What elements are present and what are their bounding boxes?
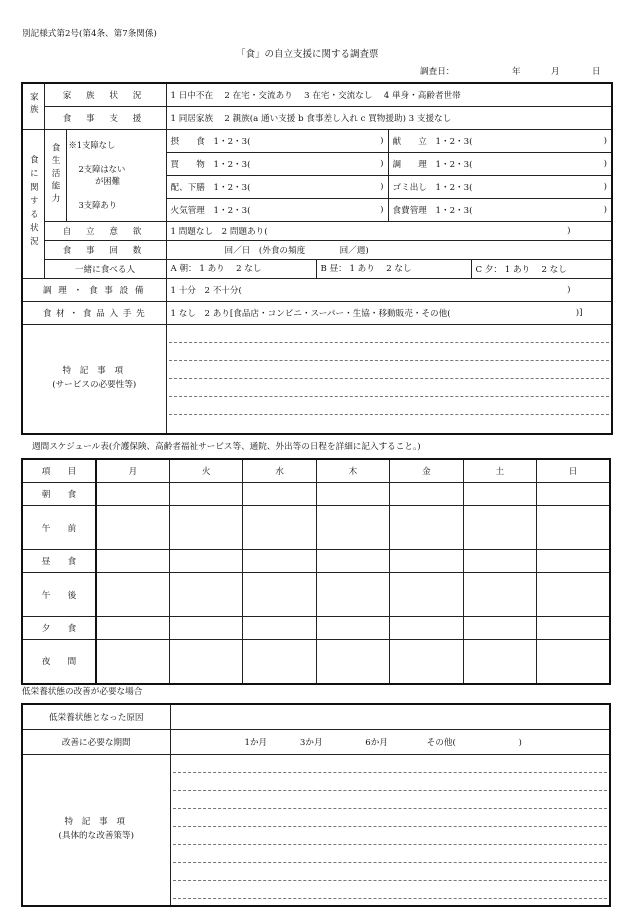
eat-together-options [166, 260, 612, 279]
eat-together-a: A 朝： 1 あり 2 なし [167, 260, 317, 278]
cell[interactable] [169, 550, 242, 573]
cell[interactable] [537, 573, 610, 617]
ability-item-row-3-right: ゴミ出し 1・2・3( ) [388, 176, 612, 199]
cell[interactable] [316, 506, 389, 550]
meal-count-options: 回／日 (外食の頻度 回／週) [166, 241, 612, 260]
equipment-options: 1 十分 2 不十分( ) [166, 279, 612, 302]
period-6m[interactable]: 6か月 [365, 737, 388, 748]
cell[interactable] [390, 573, 463, 617]
cell[interactable] [243, 617, 316, 640]
survey-table [21, 82, 613, 435]
cell[interactable] [316, 617, 389, 640]
ability-item-row-4-right: 食費管理 1・2・3( ) [388, 199, 612, 222]
eat-together-c: C 夕： 1 あり 2 なし [475, 265, 567, 275]
day-sat: 土 [463, 459, 536, 483]
period-3m[interactable]: 3か月 [299, 737, 323, 748]
appetite-options: 1 問題なし 2 問題あり( ) [166, 222, 612, 241]
cell[interactable] [463, 483, 536, 506]
page-title: 「食」の自立支援に関する調査票 [236, 49, 379, 60]
cell[interactable] [96, 640, 169, 684]
notes-title: 特 記 事 項 [62, 366, 127, 377]
period-close: ) [518, 737, 522, 748]
cell[interactable] [243, 506, 316, 550]
row-dinner: 夕 食 [22, 617, 96, 640]
survey-date [420, 68, 610, 77]
meal-support-label: 食 事 支 援 [44, 107, 166, 130]
period-1m[interactable]: 1か月 [244, 737, 268, 748]
eat-together-label: 一緒に食べる人 [44, 260, 166, 279]
cell[interactable] [96, 483, 169, 506]
ingredients-options: 1 なし 2 あり[食品店・コンビニ・スーパー・生協・移動販売・その他( )] [166, 302, 612, 325]
period-other[interactable]: その他( [426, 737, 456, 748]
form-label: 別記様式第2号(第4条、第7条関係) [22, 29, 157, 39]
level-2: 2支障はない が困難 [78, 163, 126, 186]
food-section-label: 食に関する状況 [22, 130, 44, 279]
cell[interactable] [537, 640, 610, 684]
notes-area[interactable] [166, 325, 612, 435]
ability-levels [66, 130, 166, 222]
survey-date-day: 日 [592, 67, 601, 77]
cell[interactable] [463, 617, 536, 640]
cell[interactable] [243, 573, 316, 617]
cell[interactable] [463, 506, 536, 550]
meal-count-label: 食 事 回 数 [44, 241, 166, 260]
period-label: 改善に必要な期間 [22, 729, 170, 754]
cell[interactable] [537, 506, 610, 550]
cell[interactable] [537, 550, 610, 573]
family-section-label: 家族 [22, 83, 44, 130]
cell[interactable] [96, 573, 169, 617]
cell[interactable] [169, 617, 242, 640]
cell[interactable] [96, 550, 169, 573]
notes-subtitle: (サービスの必要性等) [52, 380, 137, 390]
appetite-label: 自 立 意 欲 [44, 222, 166, 241]
cell[interactable] [390, 617, 463, 640]
ability-label: 食生活能力 [44, 130, 66, 222]
cell[interactable] [390, 483, 463, 506]
day-mon: 月 [96, 459, 169, 483]
day-wed: 水 [243, 459, 316, 483]
row-breakfast: 朝 食 [22, 483, 96, 506]
improvement-notes-subtitle: (具体的な改善策等) [58, 830, 134, 841]
improvement-notes-title: 特 記 事 項 [64, 817, 129, 827]
improvement-notes-label [22, 754, 170, 906]
ability-item-row-3-left: 配、下膳 1・2・3( ) [166, 176, 388, 199]
cause-field[interactable] [170, 704, 610, 729]
day-fri: 金 [390, 459, 463, 483]
level-3: 3支障あり [78, 200, 117, 211]
ability-item-row-2-right: 調 理 1・2・3( ) [388, 153, 612, 176]
day-tue: 火 [169, 459, 242, 483]
cell[interactable] [537, 617, 610, 640]
cause-label: 低栄養状態となった原因 [22, 704, 170, 729]
level-1: ※1支障なし [68, 140, 116, 151]
cell[interactable] [243, 483, 316, 506]
cell[interactable] [390, 550, 463, 573]
cell[interactable] [96, 506, 169, 550]
cell[interactable] [316, 573, 389, 617]
family-status-label: 家 族 状 況 [44, 83, 166, 107]
malnutrition-caption: 低栄養状態の改善が必要な場合 [22, 687, 143, 697]
weekly-caption: 週間スケジュール表(介護保険、高齢者福祉サービス等、通院、外出等の日程を詳細に記入すること。) [32, 442, 421, 452]
period-options [170, 729, 610, 754]
ability-item-row-2-left: 買 物 1・2・3( ) [166, 153, 388, 176]
row-morning: 午 前 [22, 506, 96, 550]
cell[interactable] [96, 617, 169, 640]
weekly-table [21, 458, 611, 685]
cell[interactable] [243, 550, 316, 573]
ability-item-row-4-left: 火気管理 1・2・3( ) [166, 199, 388, 222]
cell[interactable] [169, 640, 242, 684]
cell[interactable] [390, 640, 463, 684]
row-afternoon: 午 後 [22, 573, 96, 617]
eat-together-b: B 昼： 1 あり 2 なし [317, 260, 472, 278]
weekly-header-item: 項 目 [22, 459, 96, 483]
cell[interactable] [316, 483, 389, 506]
day-thu: 木 [316, 459, 389, 483]
cell[interactable] [463, 640, 536, 684]
notes-label [22, 325, 166, 435]
cell[interactable] [463, 573, 536, 617]
day-sun: 日 [537, 459, 610, 483]
cell[interactable] [463, 550, 536, 573]
cell[interactable] [169, 483, 242, 506]
ability-item-row-1-right: 献 立 1・2・3( ) [388, 130, 612, 153]
ability-item-row-1-left: 摂 食 1・2・3( ) [166, 130, 388, 153]
equipment-label: 調 理 ・ 食 事 設 備 [22, 279, 166, 302]
cell[interactable] [390, 506, 463, 550]
survey-date-month: 月 [551, 67, 560, 77]
ingredients-label: 食 材 ・ 食 品 入 手 先 [22, 302, 166, 325]
cell[interactable] [537, 483, 610, 506]
meal-support-options: 1 同居家族 2 親族(a 通い支援 b 食事差し入れ c 買物援助) 3 支援なし [166, 107, 612, 130]
survey-date-label: 調査日： [420, 67, 455, 77]
family-status-options: 1 日中不在 2 在宅・交流あり 3 在宅・交流なし 4 単身・高齢者世帯 [166, 83, 612, 107]
row-night: 夜 間 [22, 640, 96, 684]
cell[interactable] [169, 506, 242, 550]
cell[interactable] [316, 550, 389, 573]
malnutrition-table [21, 703, 611, 907]
cell[interactable] [169, 573, 242, 617]
survey-date-year: 年 [512, 67, 521, 77]
cell[interactable] [243, 640, 316, 684]
row-lunch: 昼 食 [22, 550, 96, 573]
cell[interactable] [316, 640, 389, 684]
improvement-notes-area[interactable] [170, 754, 610, 906]
